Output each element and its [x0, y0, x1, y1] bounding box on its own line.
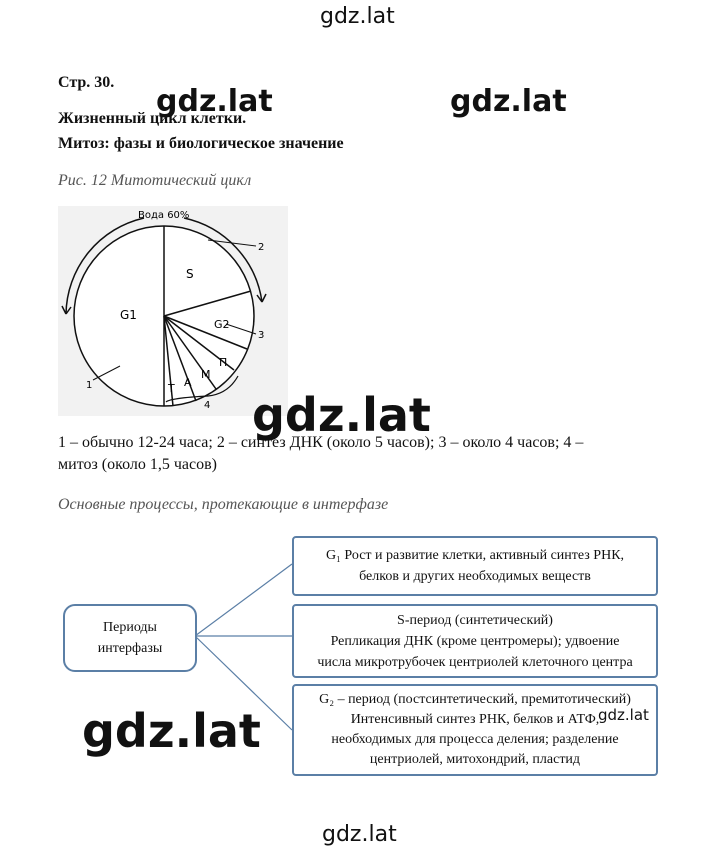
s-period-box	[292, 604, 658, 678]
water-label: Вода 60%	[138, 210, 190, 221]
section-title: Основные процессы, протекающие в интерфазе	[58, 496, 389, 513]
watermark-title-right: gdz.lat	[450, 84, 567, 119]
legend-line-1: 1 – обычно 12-24 часа; 2 – синтез ДНК (около 5 часов); 3 – около 4 часов; 4 –	[58, 434, 584, 451]
root-line-1: Периоды	[103, 620, 157, 635]
number-3-label: 3	[258, 330, 265, 341]
s-line-3: числа микротрубочек центриолей клеточного центра	[317, 654, 633, 670]
g2-line-4: центриолей, митохондрий, пластид	[369, 752, 581, 767]
g1-line-2: белков и других необходимых веществ	[359, 569, 591, 584]
root-line-2: интерфазы	[97, 641, 163, 656]
phase-a-label: А	[184, 376, 192, 389]
phase-t-label: Т	[168, 382, 175, 395]
chapter-title: Жизненный цикл клетки.	[58, 110, 247, 127]
interphase-periods-box	[63, 604, 197, 672]
g2-line-2: Интенсивный синтез РНК, белков и АТФ,	[350, 712, 600, 727]
watermark-top: gdz.lat	[320, 4, 395, 29]
g1-period-box	[292, 536, 658, 596]
number-1-label: 1	[86, 380, 93, 391]
phase-p-label: П	[219, 356, 228, 369]
s-line-1: S-период (синтетический)	[397, 612, 553, 628]
g2-line-1: G₂ – период (постсинтетический, премитотический)	[319, 692, 631, 707]
g1-line-1: G₁ Рост и развитие клетки, активный синтез РНК,	[325, 548, 625, 563]
number-2-label: 2	[258, 242, 265, 253]
figure-caption: Рис. 12 Митотический цикл	[58, 172, 252, 189]
watermark-title-left: gdz.lat	[156, 84, 273, 119]
s-line-2: Репликация ДНК (кроме центромеры); удвоение	[330, 633, 620, 649]
page-number: Стр. 30.	[58, 74, 115, 91]
watermark-box-small: gdz.lat	[598, 706, 649, 724]
number-4-label: 4	[204, 400, 211, 411]
phase-g2-label: G2	[214, 318, 230, 331]
phase-m-label: М	[201, 368, 211, 381]
watermark-bottom-left: gdz.lat	[82, 704, 261, 758]
watermark-diagram: gdz.lat	[252, 388, 431, 442]
watermark-footer: gdz.lat	[322, 822, 397, 847]
phase-s-label: S	[186, 267, 194, 281]
g2-period-box	[292, 684, 658, 776]
g2-line-3: необходимых для процесса деления; разделение	[331, 732, 619, 747]
legend-line-2: митоз (около 1,5 часов)	[58, 456, 217, 473]
phase-g1-label: G1	[120, 308, 137, 322]
topic-title: Митоз: фазы и биологическое значение	[58, 135, 344, 152]
